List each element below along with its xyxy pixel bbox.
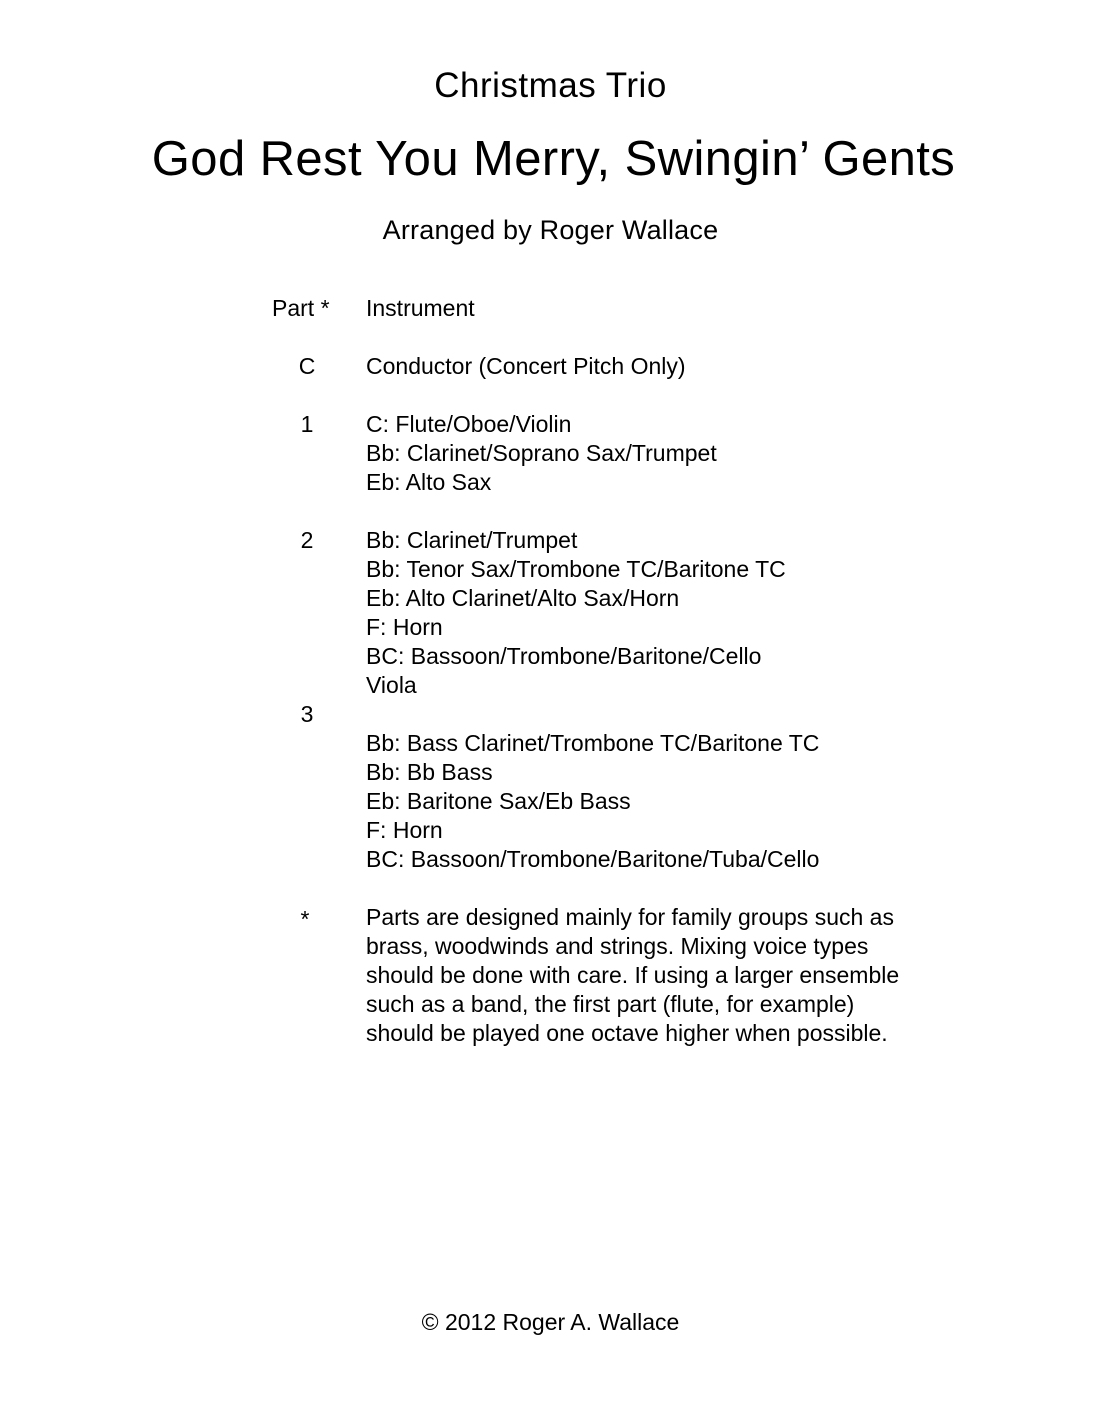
page-title: God Rest You Merry, Swingin’ Gents [151, 132, 956, 186]
instrument-line: Eb: Alto Clarinet/Alto Sax/Horn [366, 585, 680, 611]
subtitle: Christmas Trio [434, 66, 667, 105]
instrument-line: C: Flute/Oboe/Violin [366, 411, 572, 437]
instrument-list-conductor [366, 352, 926, 381]
instrument-line: Bb: Bass Clarinet/Trombone TC/Baritone TC [366, 730, 820, 756]
instrument-line: Conductor (Concert Pitch Only) [366, 353, 686, 379]
footnote-text: Parts are designed mainly for family groups such as brass, woodwinds and strings. Mixing voice types should be done with care. If using a larger ensemble such as a band, the first part (flute, for example) should be played one octave higher when possible. [366, 904, 900, 1046]
instrument-line: F: Horn [366, 614, 443, 640]
arranger-credit: Arranged by Roger Wallace [382, 215, 719, 245]
instrument-line: F: Horn [366, 817, 443, 843]
instrument-line: Bb: Clarinet/Trumpet [366, 527, 578, 553]
instrument-line: Bb: Clarinet/Soprano Sax/Trumpet [366, 440, 717, 466]
part-column-header: Part * [272, 295, 330, 321]
instrument-line: Eb: Alto Sax [366, 469, 492, 495]
instrument-line: Viola [366, 672, 417, 698]
instrument-line: Bb: Tenor Sax/Trombone TC/Baritone TC [366, 556, 786, 582]
copyright-notice: © 2012 Roger A. Wallace [421, 1309, 680, 1335]
instrument-line: BC: Bassoon/Trombone/Baritone/Tuba/Cello [366, 846, 820, 872]
instrument-list-part-3 [366, 729, 926, 874]
part-id-3: 3 [300, 701, 314, 727]
instrument-line: Eb: Baritone Sax/Eb Bass [366, 788, 631, 814]
instrument-list-part-1 [366, 410, 926, 497]
instrument-line: Bb: Bb Bass [366, 759, 493, 785]
part-id-2: 2 [300, 527, 314, 553]
instrument-line: BC: Bassoon/Trombone/Baritone/Cello [366, 643, 762, 669]
instrument-column-header: Instrument [366, 295, 475, 321]
part-id-1: 1 [300, 411, 314, 437]
part-id-conductor: C [298, 353, 316, 379]
footnote-marker: * [300, 906, 310, 932]
instrument-list-part-2 [366, 526, 926, 700]
